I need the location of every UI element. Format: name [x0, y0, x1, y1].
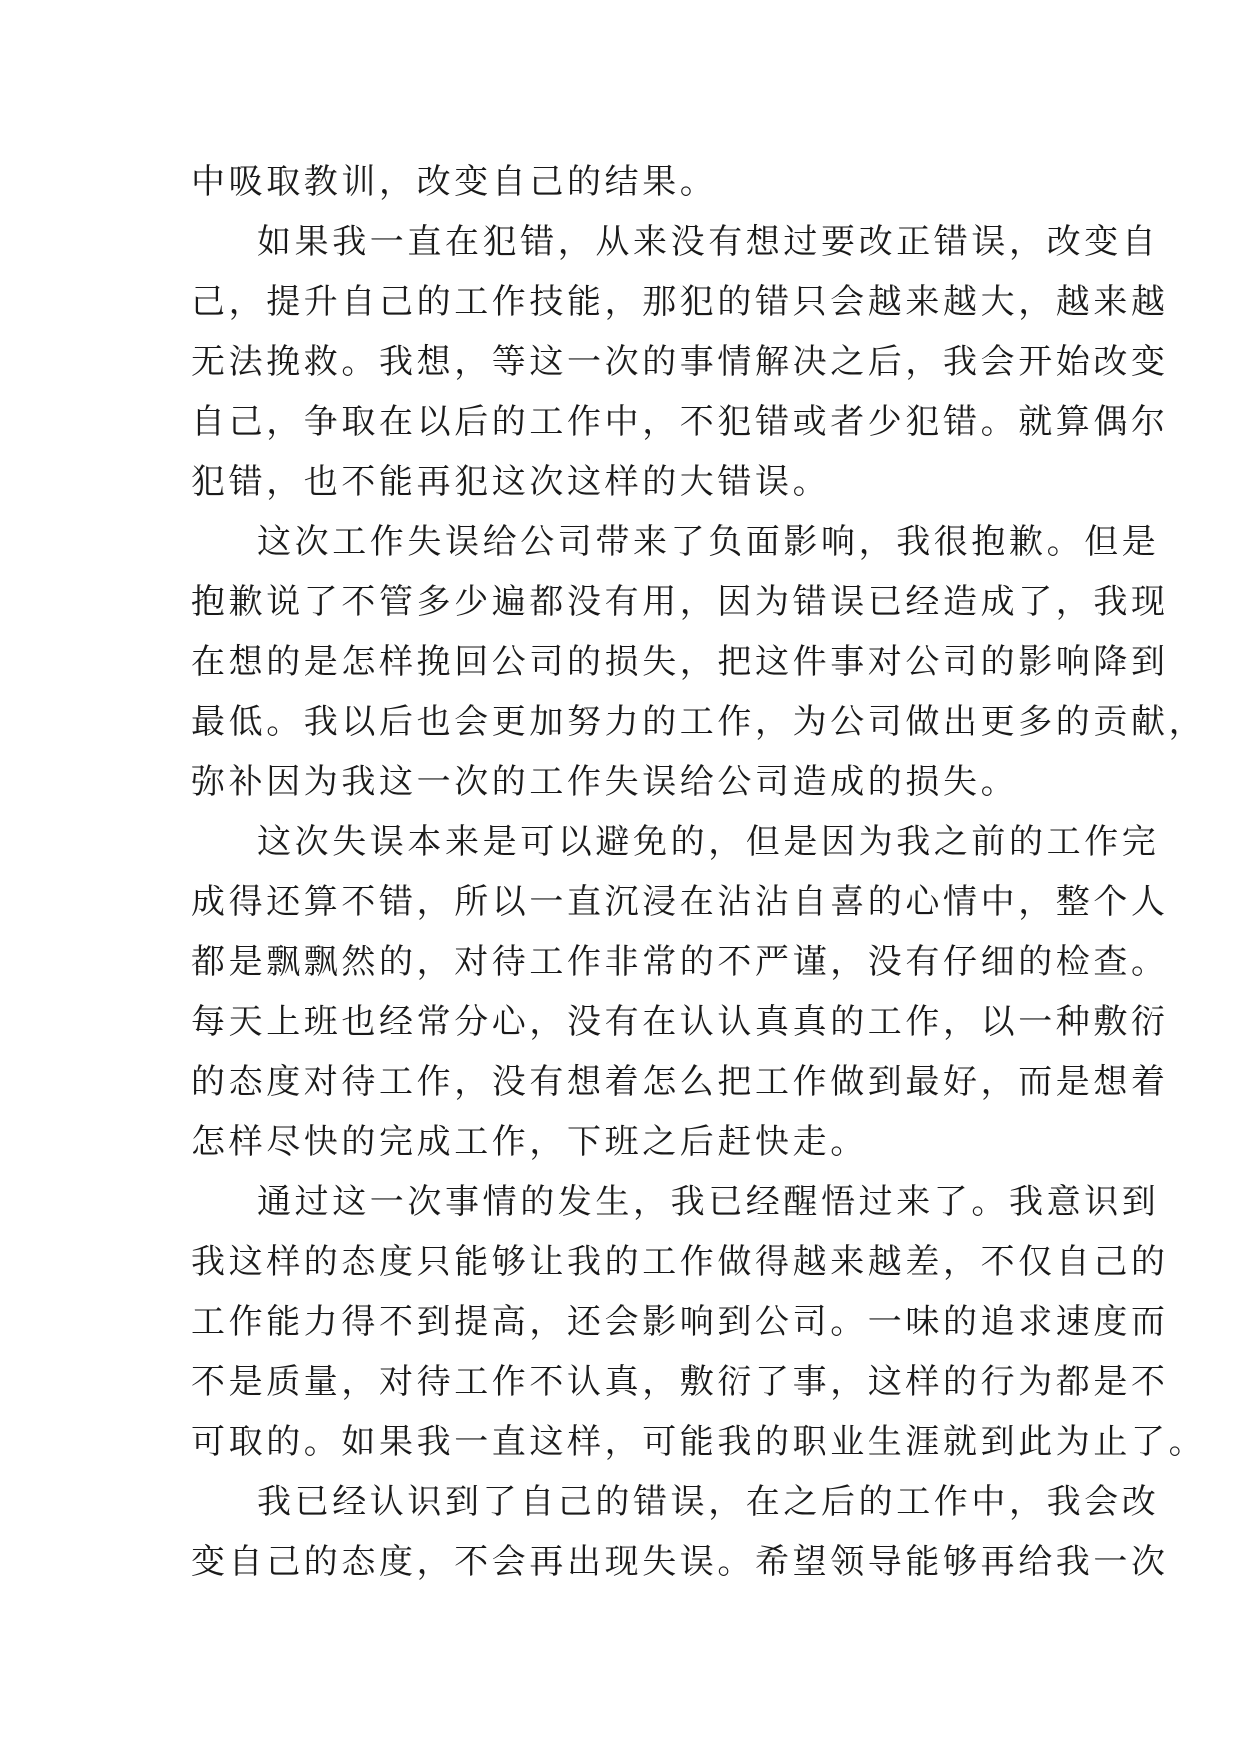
paragraph-first-line: 我已经认识到了自己的错误，在之后的工作中，我会改 — [257, 1482, 1160, 1522]
text-line: 犯错，也不能再犯这次这样的大错误。 — [191, 462, 831, 502]
paragraph-first-line: 这次工作失误给公司带来了负面影响，我很抱歉。但是 — [257, 522, 1160, 562]
paragraph-first-line: 这次失误本来是可以避免的，但是因为我之前的工作完 — [257, 822, 1160, 862]
text-line: 工作能力得不到提高，还会影响到公司。一味的追求速度而 — [191, 1302, 1169, 1342]
text-line: 中吸取教训，改变自己的结果。 — [191, 162, 718, 202]
text-line: 抱歉说了不管多少遍都没有用，因为错误已经造成了，我现 — [191, 582, 1169, 622]
text-line: 弥补因为我这一次的工作失误给公司造成的损失。 — [191, 762, 1019, 802]
text-line: 的态度对待工作，没有想着怎么把工作做到最好，而是想着 — [191, 1062, 1169, 1102]
text-line: 无法挽救。我想，等这一次的事情解决之后，我会开始改变 — [191, 342, 1169, 382]
text-line: 每天上班也经常分心，没有在认认真真的工作，以一种敷衍 — [191, 1002, 1169, 1042]
text-line: 最低。我以后也会更加努力的工作，为公司做出更多的贡献， — [191, 702, 1207, 742]
paragraph-first-line: 如果我一直在犯错，从来没有想过要改正错误，改变自 — [257, 222, 1160, 262]
text-line: 自己，争取在以后的工作中，不犯错或者少犯错。就算偶尔 — [191, 402, 1169, 442]
text-line: 不是质量，对待工作不认真，敷衍了事，这样的行为都是不 — [191, 1362, 1169, 1402]
text-line: 己，提升自己的工作技能，那犯的错只会越来越大，越来越 — [191, 282, 1169, 322]
text-line: 怎样尽快的完成工作，下班之后赶快走。 — [191, 1122, 868, 1162]
text-line: 可取的。如果我一直这样，可能我的职业生涯就到此为止了。 — [191, 1422, 1207, 1462]
document-body — [191, 152, 1207, 1592]
paragraph-first-line: 通过这一次事情的发生，我已经醒悟过来了。我意识到 — [257, 1182, 1160, 1222]
text-line: 我这样的态度只能够让我的工作做得越来越差，不仅自己的 — [191, 1242, 1169, 1282]
text-line: 成得还算不错，所以一直沉浸在沾沾自喜的心情中，整个人 — [191, 882, 1169, 922]
text-line: 变自己的态度，不会再出现失误。希望领导能够再给我一次 — [191, 1542, 1169, 1582]
text-line: 在想的是怎样挽回公司的损失，把这件事对公司的影响降到 — [191, 642, 1169, 682]
text-line: 都是飘飘然的，对待工作非常的不严谨，没有仔细的检查。 — [191, 942, 1169, 982]
